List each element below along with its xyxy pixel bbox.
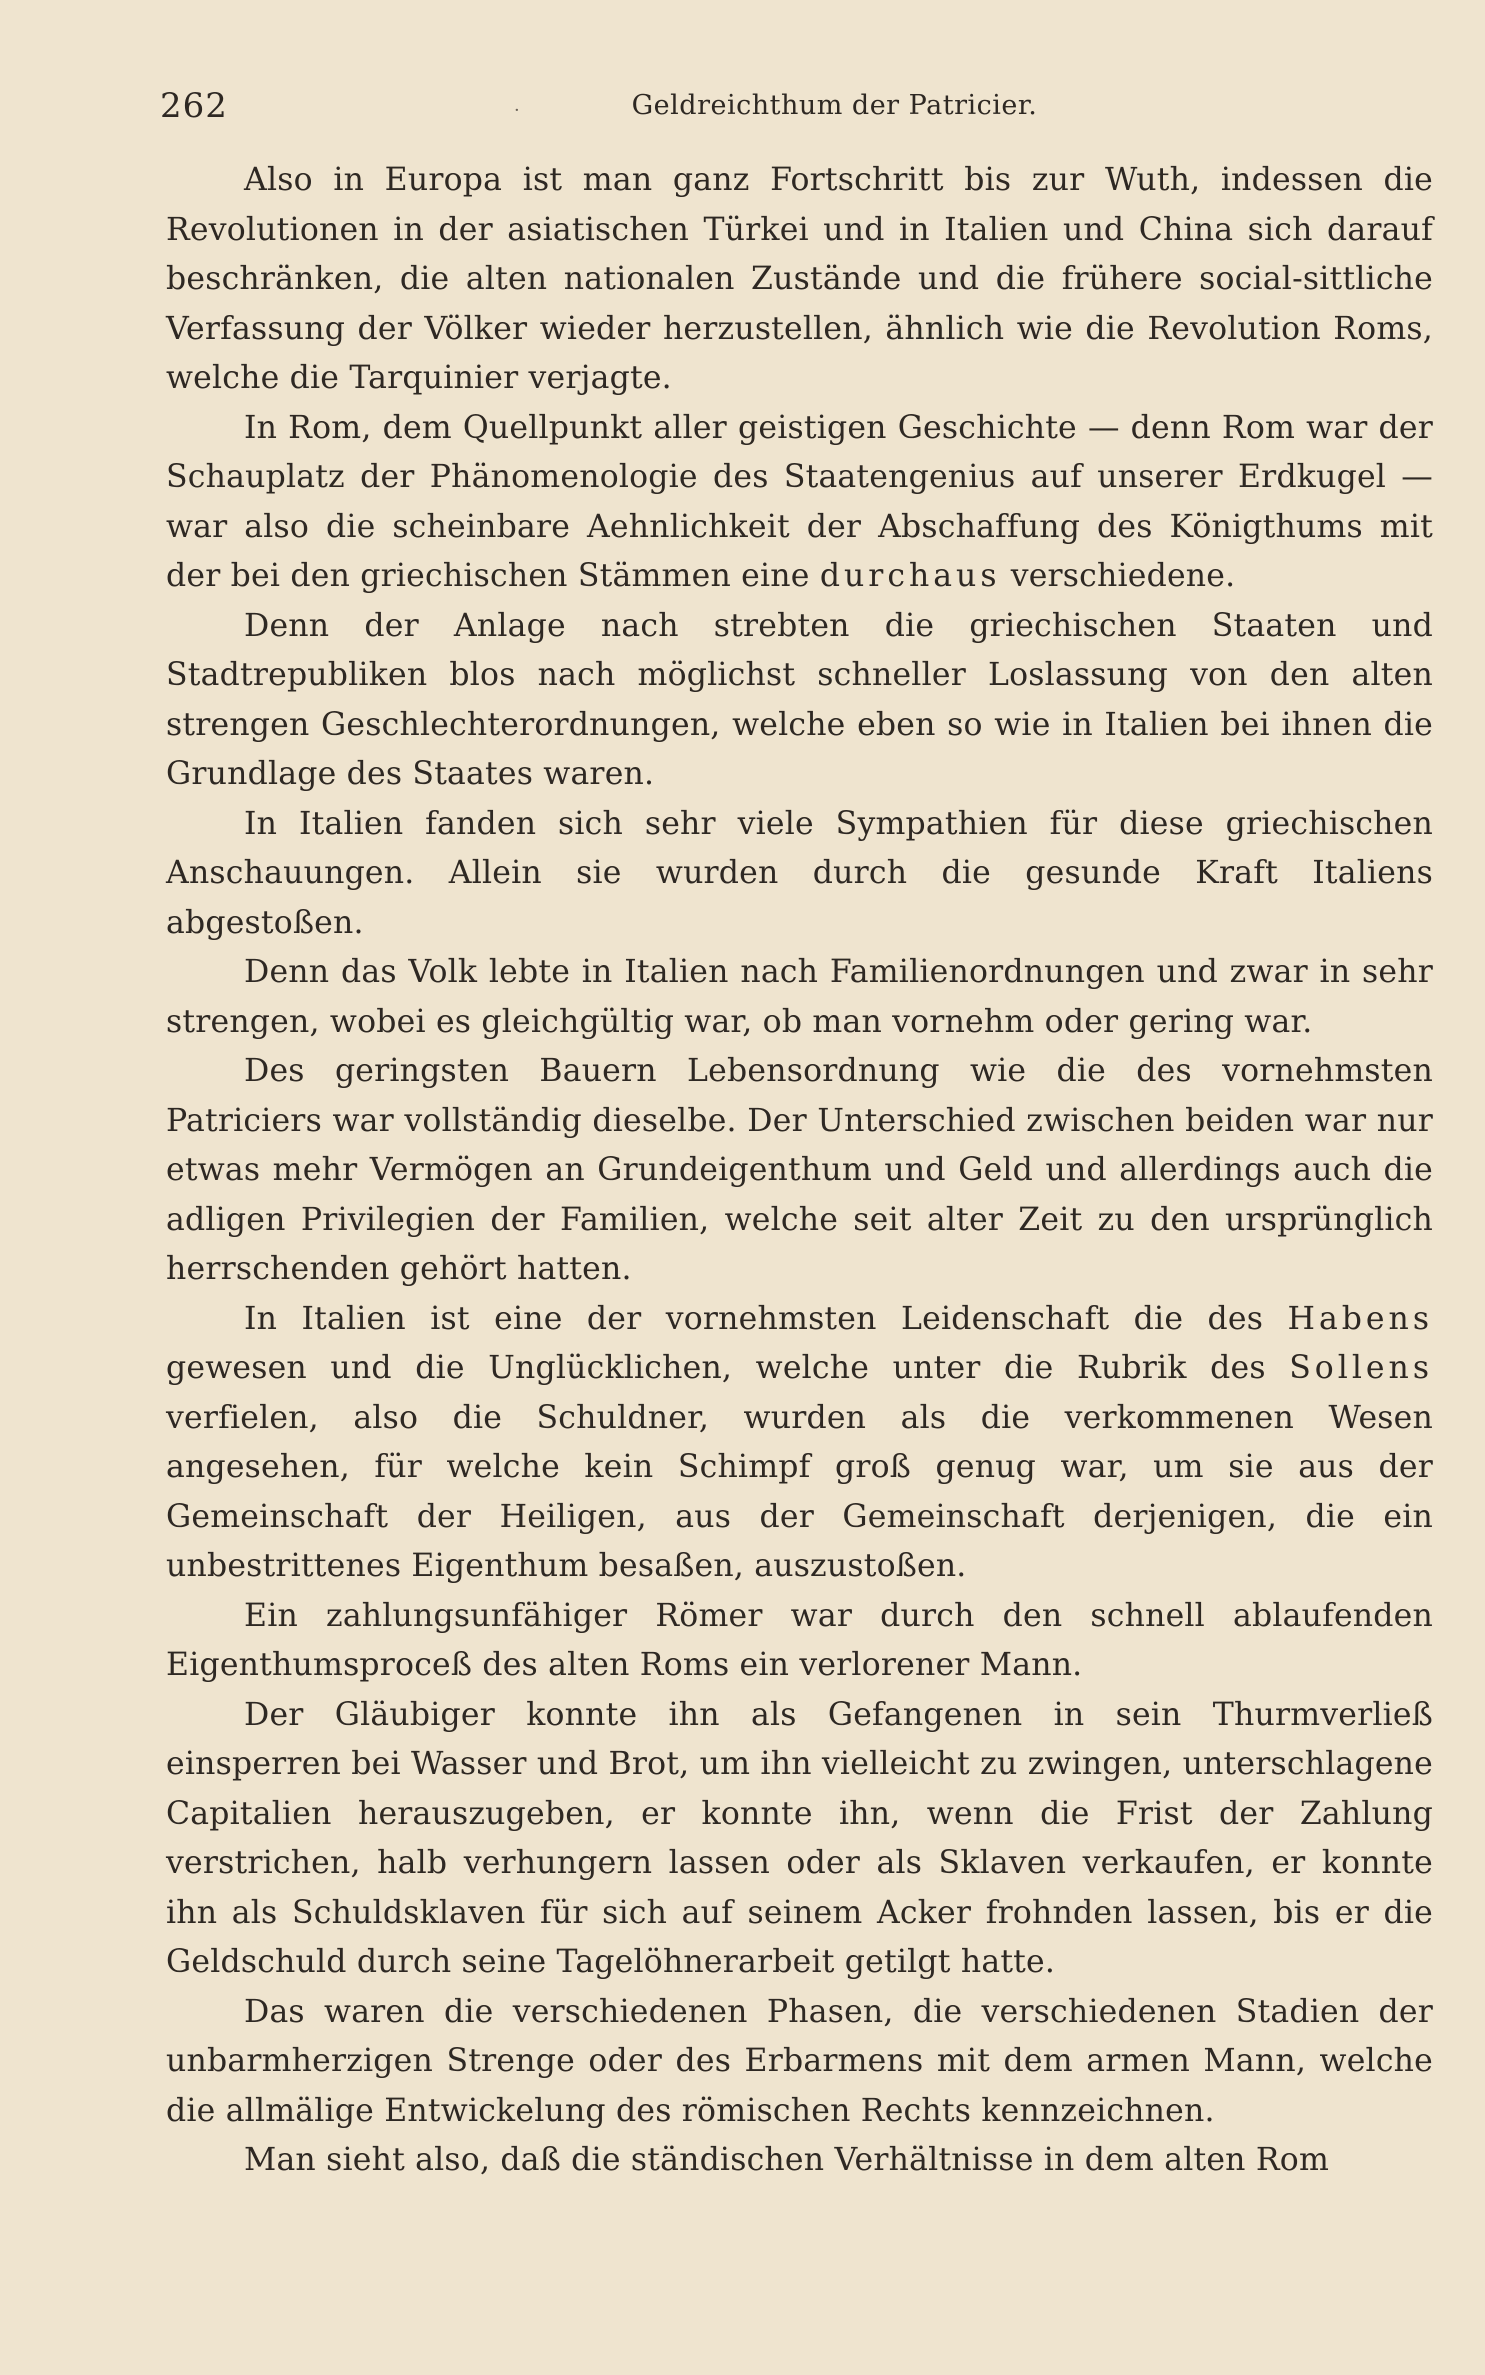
paragraph: Man sieht also, daß die ständischen Verhältnisse in dem alten Rom [244, 2142, 1330, 2178]
paragraph: Also in Europa ist man ganz Fortschritt bis zur Wuth, indessen die Revolutionen in der asiatischen Türkei und in Italien und China sich darauf beschränken, die alten nationalen Zustände und die frühere social-sittliche Verfassung der Völker wieder herzustellen, ähnlich wie die Revolution Roms, welche die Tarquinier verjagte. [166, 162, 1433, 396]
paragraph: In Italien fanden sich sehr viele Sympathien für diese griechischen Anschauungen. Allein sie wurden durch die gesunde Kraft Italiens abgestoßen. [166, 805, 1433, 941]
paragraph: Der Gläubiger konnte ihn als Gefangenen in sein Thurmverließ einsperren bei Wasser und Brot, um ihn vielleicht zu zwingen, unterschlagene Capitalien herauszugeben, er konnte ihn, wenn die Frist der Zahlung verstrichen, halb verhungern lassen oder als Sklaven verkaufen, er konnte ihn als Schuldsklaven für sich auf seinem Acker frohnden lassen, bis er die Geldschuld durch seine Tagelöhnerarbeit getilgt hatte. [166, 1696, 1433, 1980]
emphasis-text: Sollens [1289, 1350, 1433, 1386]
emphasis-text: Habens [1287, 1300, 1433, 1337]
header-separator-dot: · [514, 100, 520, 121]
paragraph: Ein zahlungsunfähiger Römer war durch den schnell ablaufenden Eigenthumsproceß des alten Roms ein verlorener Mann. [166, 1597, 1433, 1683]
text-run: verfielen, also die Schuldner, wurden als die verkommenen Wesen angesehen, für welche kein Schimpf groß genug war, um sie aus der Gemeinschaft der Heiligen, aus der Gemeinschaft derjenigen, die ein unbestrittenes Eigenthum besaßen, auszustoßen. [166, 1399, 1433, 1584]
paragraph: Des geringsten Bauern Lebensordnung wie die des vornehmsten Patriciers war vollständig dieselbe. Der Unterschied zwischen beiden war nur etwas mehr Vermögen an Grundeigenthum und Geld und allerdings auch die adligen Privilegien der Familien, welche seit alter Zeit zu den ursprünglich herrschenden gehört hatten. [166, 1053, 1433, 1287]
body-text [166, 156, 1433, 2186]
paragraph: Denn das Volk lebte in Italien nach Familienordnungen und zwar in sehr strengen, wobei es gleichgültig war, ob man vornehm oder gering war. [166, 954, 1433, 1040]
text-run: gewesen und die Unglücklichen, welche unter die Rubrik des [166, 1350, 1290, 1386]
paragraph [166, 404, 1433, 602]
running-head: Geldreichthum der Patricier. [631, 90, 1038, 121]
text-run: In Italien ist eine der vornehmsten Leidenschaft die des [244, 1300, 1288, 1337]
paragraph [166, 1295, 1433, 1592]
text-run: In Rom, dem Quellpunkt aller geistigen Geschichte — denn Rom war der Schauplatz der Phänomenologie des Staatengenius auf unserer Erdkugel — war also die scheinbare Aehnlichkeit der Abschaffung des Königthums mit der bei den griechischen Stämmen eine [166, 409, 1433, 594]
paragraph: Denn der Anlage nach strebten die griechischen Staaten und Stadtrepubliken blos nach möglichst schneller Loslassung von den alten strengen Geschlechterordnungen, welche eben so wie in Italien bei ihnen die Grundlage des Staates waren. [166, 607, 1433, 792]
paragraph: Das waren die verschiedenen Phasen, die verschiedenen Stadien der unbarmherzigen Strenge oder des Erbarmens mit dem armen Mann, welche die allmälige Entwickelung des römischen Rechts kennzeichnen. [166, 1993, 1433, 2129]
page-header [160, 80, 1433, 132]
text-run: verschiedene. [1000, 558, 1236, 594]
emphasis-text: durchaus [819, 558, 1001, 594]
page-number: 262 [160, 86, 228, 126]
